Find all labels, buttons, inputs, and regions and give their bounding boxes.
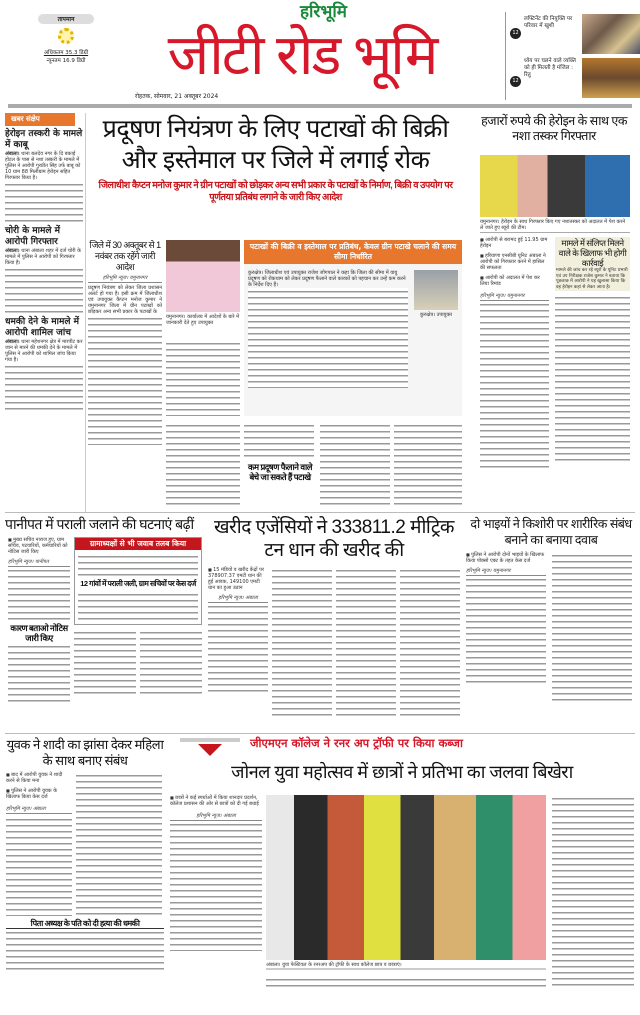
bullet-item: ■ बाद में आरोपी युवक ने शादी करने से किया मना (6, 772, 72, 784)
heroin-box-body: मामले की जांच कर रहे ब्यूरो के यूनिट प्रभारी एवं उप निरीक्षक राजेश कुमार ने बताया कि पूछताछ में आरोपी ने यह खुलासा किया कि वह हेरोइन कहां से लेकर आता है। (556, 268, 628, 290)
bullet-item: ■ आरोपी से बरामद हुई 11.95 ग्राम हेरोइन (480, 237, 549, 249)
heroin-box-title: मामले में संलिप्त मिलने वाले के खिलाफ भी होगी कार्रवाई (558, 238, 627, 268)
brief-title: हेरोइन तस्करी के मामले में काबू (5, 129, 83, 150)
heroin-caption: यमुनानगर। हेरोइन के साथ गिरफ्तार किए गए नशातस्कर को अदालत में पेश करने ले जाते हुए ब्यूरो की टीम। (480, 219, 630, 233)
sun-icon (58, 28, 74, 44)
weather-box (38, 14, 94, 64)
heroin-headline: हजारों रुपये की हेरोइन के साथ एक नशा तस्कर गिरफ्तार (481, 114, 627, 143)
min-temp: न्यूनतम 16.9 डिग्री (46, 58, 86, 64)
brothers-headline: दो भाइयों ने किशोरी पर शारीरिक संबंध बनाने का बनाया दवाब (470, 517, 632, 547)
brief-body: अंबाला। थाना अंबाला शहर में दर्ज चोरी के मामले में पुलिस ने आरोपी को गिरफ्तार किया है। (5, 248, 82, 266)
brief-body: अंबाला। थाना बलदेव नगर के दि बकाई होटल के पास से नशा तस्करी के मामले में पुलिस ने आरोपी गुरप्रीत सिंह उर्फ बाबू को 10 ग्राम 88 मिलीग्राम हेरोइन सहित गिरफ्तार किया है। (5, 151, 81, 181)
teaser-text: लफ्टिनेंट की नियुक्ति पर परिवार में खुशी (524, 16, 573, 29)
teaser-photo (582, 14, 640, 54)
bullet-item: ■ पुलिस ने आरोपी दोनों भाइयों के खिलाफ किया पोक्सो एक्ट के तहत केस दर्ज (466, 552, 546, 564)
lead-header (88, 114, 463, 204)
byline: हरिभूमि न्यूज। यमुनानगर (466, 568, 546, 576)
box-photo-caption: कुरुक्षेत्र। उपायुक्त (420, 312, 452, 318)
byline: हरिभूमि न्यूज। अंबाला (6, 806, 72, 814)
paddy-headline: खरीद एजेंसियों ने 333811.2 मीट्रिक टन धान की खरीद की (213, 517, 454, 561)
dc-photo (166, 240, 240, 312)
festival-kicker: जीएमएन कॉलेज ने रनर अप ट्रॉफी पर किया कब्जा (250, 736, 463, 750)
crosshead: कम प्रदूषण फैलाने वाले बेचे जा सकते हैं पटाखे (247, 462, 313, 482)
festival-caption: अंबाला। युवा फेस्टिवल के रनरअप की ट्रॉफी के साथ कॉलेज छात्र व छात्राएं। (266, 962, 546, 970)
teasers (505, 12, 640, 100)
orange-box (244, 240, 462, 416)
briefs-tag: खबर संक्षेप (5, 113, 75, 126)
masthead-title: जीटी रोड भूमि (167, 23, 437, 86)
teaser[interactable] (510, 58, 640, 98)
box-body: कुरुक्षेत्र। जिलाधीश एवं उपायुक्त राजेश जोगपाल ने कहा कि जिला की सीमा में वायु प्रदूषण को रोकथाम को लेकर प्रदूषण फैलाने वाले कारकों को पहचान कर उन्हें कम करने के निर्देश दिए हैं। (248, 270, 406, 288)
side-head: जिले में 30 अक्तूबर से 1 नवंबर तक रहेंगे जारी आदेश (89, 240, 161, 272)
byline: हरिभूमि न्यूज। पानीपत (8, 559, 70, 567)
bullet-item: ■ पुलिस ने आरोपी युवक के खिलाफ किया केस दर्ज (6, 788, 72, 800)
box-photo (414, 270, 458, 310)
panipat-box-subhead: 12 गांवों में पराली जली, ग्राम सचिवों पर केस दर्ज (80, 579, 196, 588)
weather-label: तापमान (38, 14, 94, 24)
festival-headline: जोनल युवा महोत्सव में छात्रों ने प्रतिभा का जलवा बिखेरा (231, 762, 573, 782)
sub-headline: पिता अध्यक्ष के पति को दी हत्या की धमकी (6, 920, 164, 929)
brief-body: अंबाला। थाना महेशनगर क्षेत्र में मारपीट कर जान से मारने की धमकी देने के मामले में पुलिस ने आरोपी को शामिल जांच किया गया है। (5, 339, 83, 363)
heroin-photo (480, 155, 630, 217)
page-badge: 12 (510, 76, 521, 87)
teaser[interactable] (510, 14, 640, 54)
masthead-rule (8, 104, 632, 108)
crosshead: कारण बताओ नोटिस जारी किए (10, 623, 68, 643)
briefs-column (5, 113, 83, 413)
brand-logo: हरिभूमि (300, 2, 347, 22)
youth-headline: युवक ने शादी का झांसा देकर महिला के साथ बनाए संबंध (6, 737, 164, 768)
panipat-box-title: ग्रामाध्यक्षों से भी जवाब तलब किया (75, 538, 201, 550)
bullet-item: ■ मुख्य सचिव नाराज हुए, ग्राम सचिव, पटवारियों, कर्मचारियों को नोटिस जारी किए (8, 537, 70, 555)
panipat-box (74, 537, 202, 625)
page-badge: 12 (510, 28, 521, 39)
max-temp: अधिकतम 35.3 डिग्री (43, 50, 89, 56)
photo-caption: यमुनानगर। कार्यालय में आदेशों के बारे में जानकारी देते हुए उपायुक्त (166, 314, 240, 326)
heroin-box (555, 237, 630, 291)
bullet-item: ■ आरोपी को अदालत में पेश कर लिया रिमांड (480, 275, 549, 287)
byline: हरिभूमि न्यूज। अंबाला (208, 595, 268, 603)
teaser-photo (582, 58, 640, 98)
teaser-text: ध्येय पर चलने वाले व्यक्ति को ही मिलती है मंजिल : रितु (524, 58, 576, 78)
bullet-item: ■ छात्रों ने कई स्पर्धाओं में किया शानदार प्रदर्शन, कॉलेज प्रशासन की ओर से छात्रों को दी गई बधाई (170, 795, 262, 807)
lead-headline: प्रदूषण नियंत्रण के लिए पटाखों की बिक्री और इस्तेमाल पर जिले में लगाई रोक (102, 115, 449, 174)
place-date: रोहतक, सोमवार, 21 अक्तूबर 2024 (135, 93, 219, 100)
lead-body: प्रदूषण नियंत्रण को लेकर जिला प्रशासन अलर्ट हो गया है। इसी क्रम में जिलाधीश एवं उपायुक्त कैप्टन मनोज कुमार ने यमुनानगर जिला में ग्रीन पटाखों को छोड़कर अन्य सभी प्रकार के पटाखों के (88, 285, 162, 315)
panipat-headline: पानीपत में पराली जलाने की घटनाएं बढ़ीं (5, 516, 194, 532)
bullet-item: ■ हरियाणा एनसीबी यूनिट अंबाला ने आरोपी को गिरफ्तार करने में हासिल की सफलता (480, 253, 549, 271)
byline: हरिभूमि न्यूज। यमुनानगर (88, 275, 162, 283)
byline: हरिभूमि न्यूज। यमुनानगर (480, 293, 549, 301)
bullet-item: ■ 15 मंडियों व खरीद केंद्रों पर 378907.37 एमटी धान की हुई आवक, 149100 एमटी धान का हुआ उठान (208, 567, 268, 591)
box-title: पटाखों की बिक्री व इस्तेमाल पर प्रतिबंध, केवल ग्रीन पटाखे चलाने की समय सीमा निर्धारित (244, 240, 462, 264)
byline: हरिभूमि न्यूज। अंबाला (170, 813, 262, 821)
brief-title: चोरी के मामले में आरोपी गिरफ्तार (5, 226, 60, 247)
festival-photo (266, 795, 546, 960)
lead-subhead: जिलाधीश कैप्टन मनोज कुमार ने ग्रीन पटाखों को छोड़कर अन्य सभी प्रकार के पटाखों के निर्माण, बिक्री व उपयोग पर पूर्णतया प्रतिबंध लगाने के जारी किए आदेश (98, 180, 453, 203)
brief-title: धमकी देने के मामले में आरोपी शामिल जांच (5, 317, 79, 338)
